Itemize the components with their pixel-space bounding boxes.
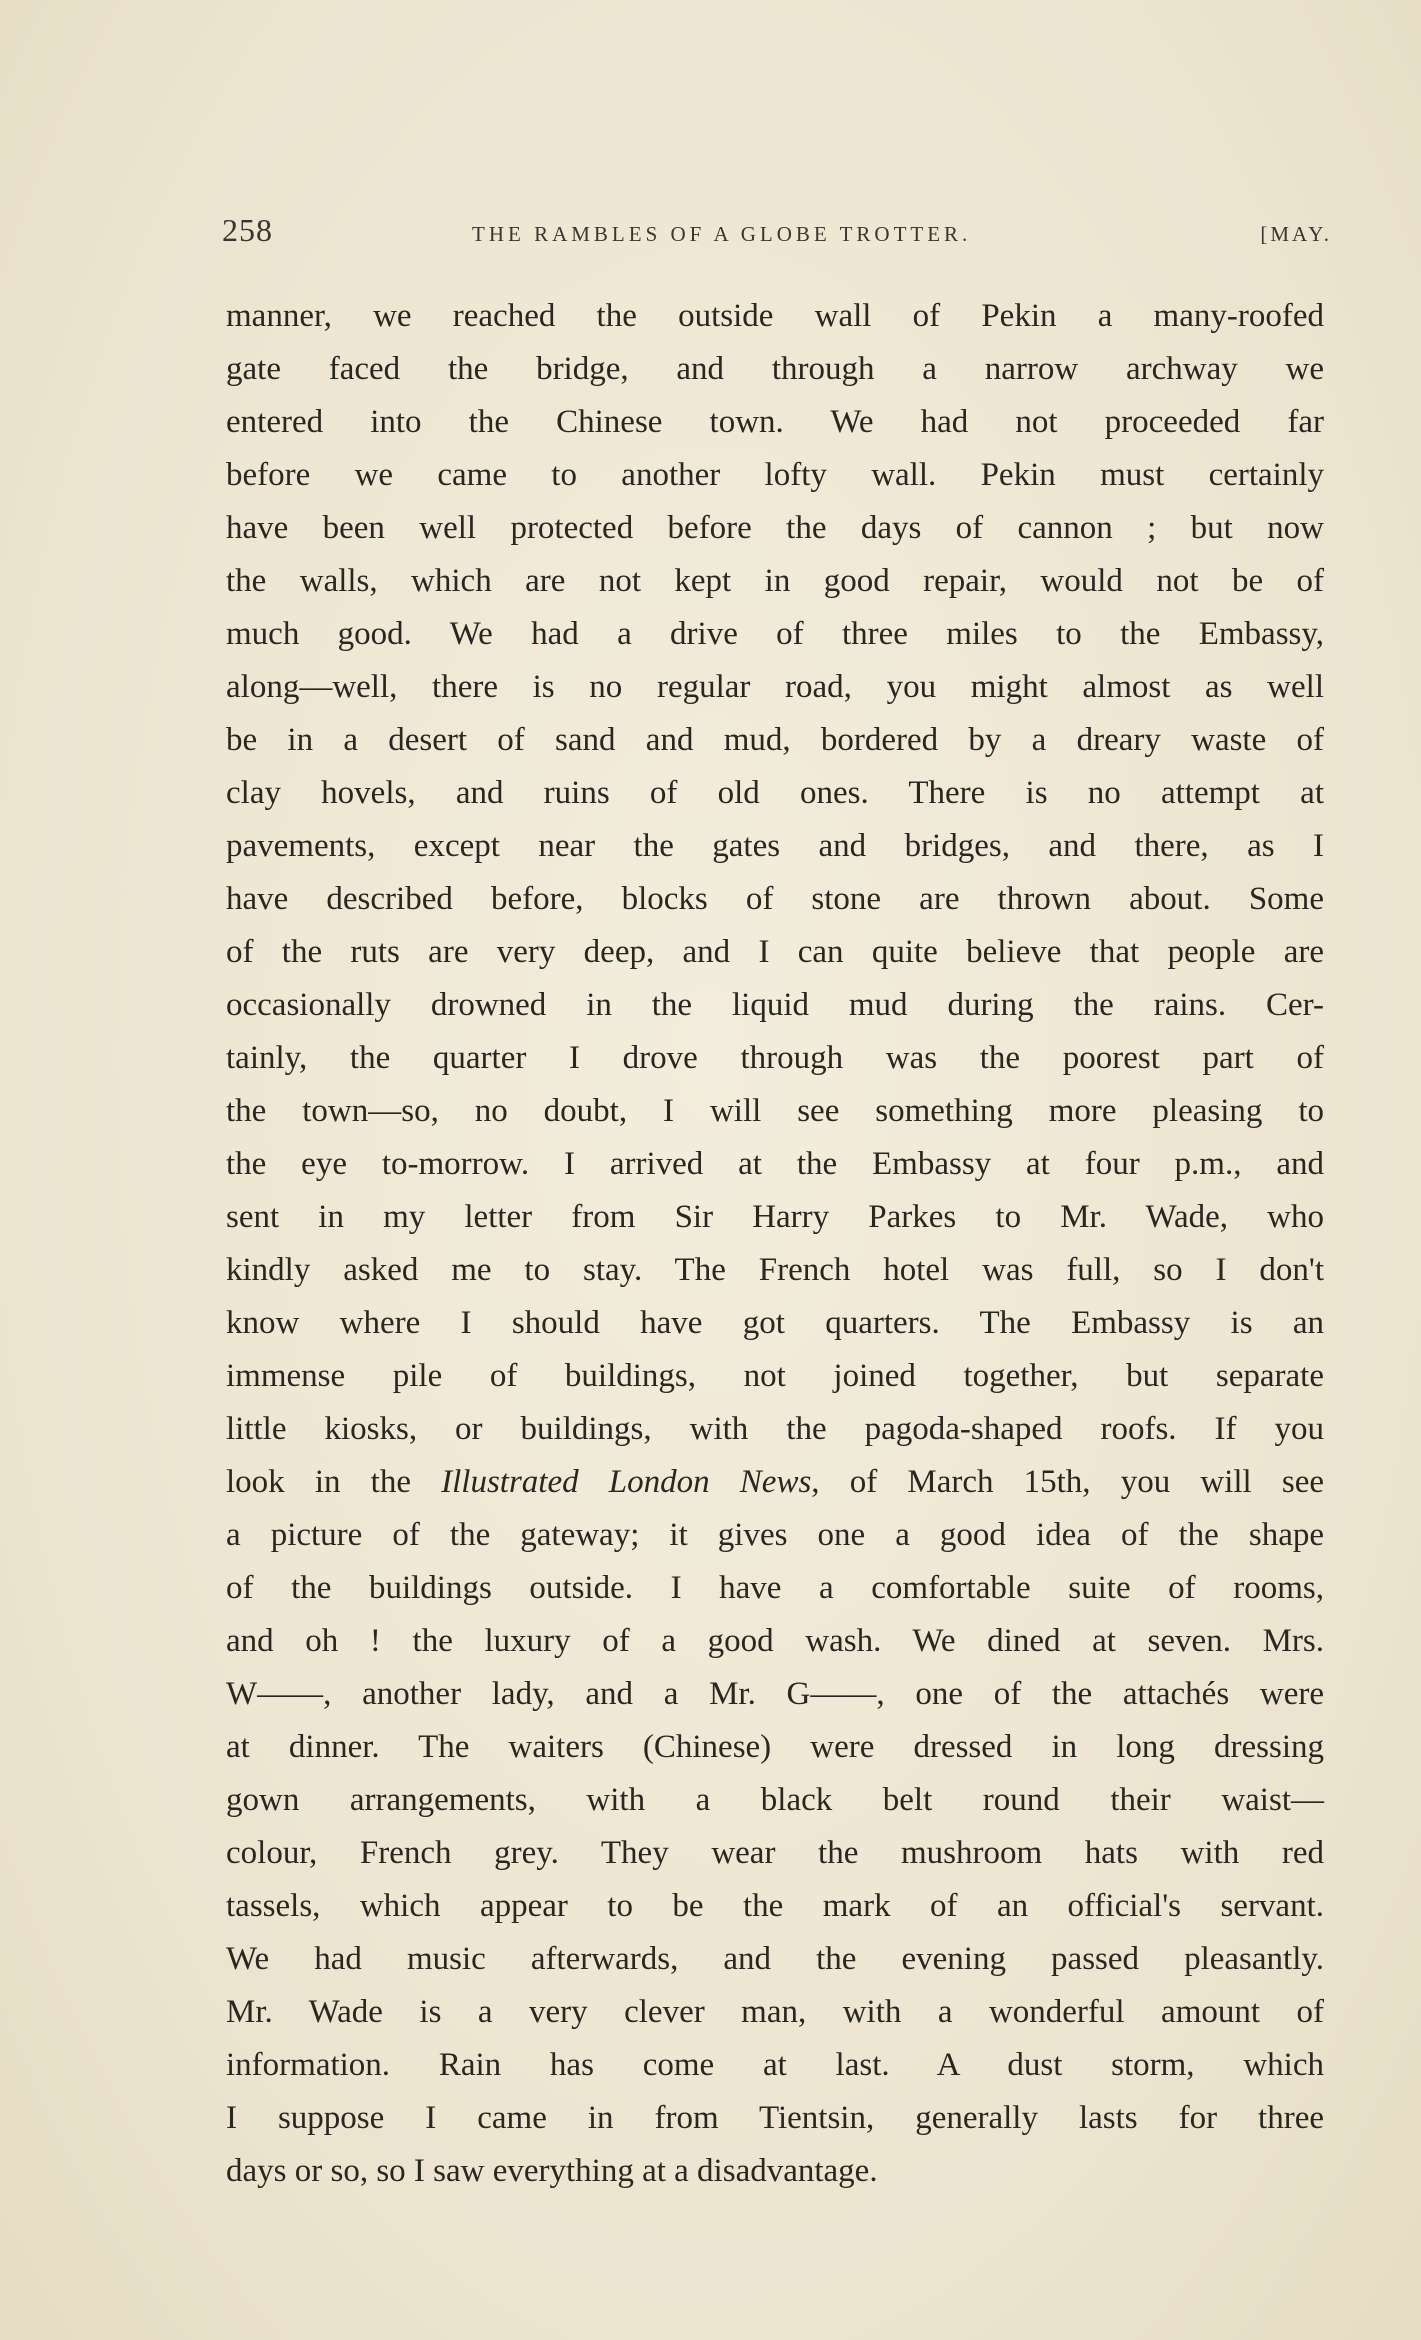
text-line: and oh ! the luxury of a good wash. We dined at seven. Mrs. (226, 1623, 1324, 1659)
line-tail: , of March 15th, you will see (811, 1464, 1324, 1500)
text-line: occasionally drowned in the liquid mud during the rains. Cer- (226, 987, 1324, 1023)
text-line: a picture of the gateway; it gives one a good idea of the shape (226, 1517, 1324, 1553)
page-number: 258 (222, 212, 273, 248)
newspaper-title: Illustrated London News (441, 1464, 812, 1500)
text-line: the town—so, no doubt, I will see something more pleasing to (226, 1093, 1324, 1129)
text-line: much good. We had a drive of three miles to the Embassy, (226, 616, 1324, 652)
text-line: at dinner. The waiters (Chinese) were dressed in long dressing (226, 1729, 1324, 1765)
text-line: along—well, there is no regular road, you might almost as well (226, 669, 1324, 705)
line-lead: look in the (226, 1464, 442, 1500)
text-line: information. Rain has come at last. A dust storm, which (226, 2047, 1324, 2083)
text-line: gate faced the bridge, and through a narrow archway we (226, 351, 1324, 387)
text-line: colour, French grey. They wear the mushroom hats with red (226, 1835, 1324, 1871)
text-line: the walls, which are not kept in good repair, would not be of (226, 563, 1324, 599)
text-line: manner, we reached the outside wall of Pekin a many-roofed (226, 298, 1324, 334)
text-line (226, 1456, 1324, 1509)
running-month: [MAY. (1260, 222, 1332, 246)
running-title: THE RAMBLES OF A GLOBE TROTTER. (472, 222, 972, 246)
text-line: know where I should have got quarters. The Embassy is an (226, 1305, 1324, 1341)
body-text (226, 290, 1324, 2198)
text-line: have described before, blocks of stone are thrown about. Some (226, 881, 1324, 917)
text-line: W——, another lady, and a Mr. G——, one of the attachés were (226, 1676, 1324, 1712)
text-line: kindly asked me to stay. The French hotel was full, so I don't (226, 1252, 1324, 1288)
text-line: of the buildings outside. I have a comfortable suite of rooms, (226, 1570, 1324, 1606)
text-line: clay hovels, and ruins of old ones. There is no attempt at (226, 775, 1324, 811)
text-line: Mr. Wade is a very clever man, with a wonderful amount of (226, 1994, 1324, 2030)
text-line: before we came to another lofty wall. Pekin must certainly (226, 457, 1324, 493)
running-head (222, 212, 1332, 252)
text-line: pavements, except near the gates and bridges, and there, as I (226, 828, 1324, 864)
text-line: entered into the Chinese town. We had not proceeded far (226, 404, 1324, 440)
text-line: be in a desert of sand and mud, bordered by a dreary waste of (226, 722, 1324, 758)
text-line: gown arrangements, with a black belt round their waist— (226, 1782, 1324, 1818)
text-line: tassels, which appear to be the mark of an official's servant. (226, 1888, 1324, 1924)
text-line: I suppose I came in from Tientsin, generally lasts for three (226, 2100, 1324, 2136)
text-line: of the ruts are very deep, and I can quite believe that people are (226, 934, 1324, 970)
text-line: days or so, so I saw everything at a disadvantage. (226, 2153, 878, 2189)
text-line: little kiosks, or buildings, with the pagoda-shaped roofs. If you (226, 1411, 1324, 1447)
text-line: immense pile of buildings, not joined together, but separate (226, 1358, 1324, 1394)
text-line: We had music afterwards, and the evening passed pleasantly. (226, 1941, 1324, 1977)
text-line: the eye to-morrow. I arrived at the Embassy at four p.m., and (226, 1146, 1324, 1182)
text-line: sent in my letter from Sir Harry Parkes to Mr. Wade, who (226, 1199, 1324, 1235)
text-line: have been well protected before the days of cannon ; but now (226, 510, 1324, 546)
text-line: tainly, the quarter I drove through was the poorest part of (226, 1040, 1324, 1076)
